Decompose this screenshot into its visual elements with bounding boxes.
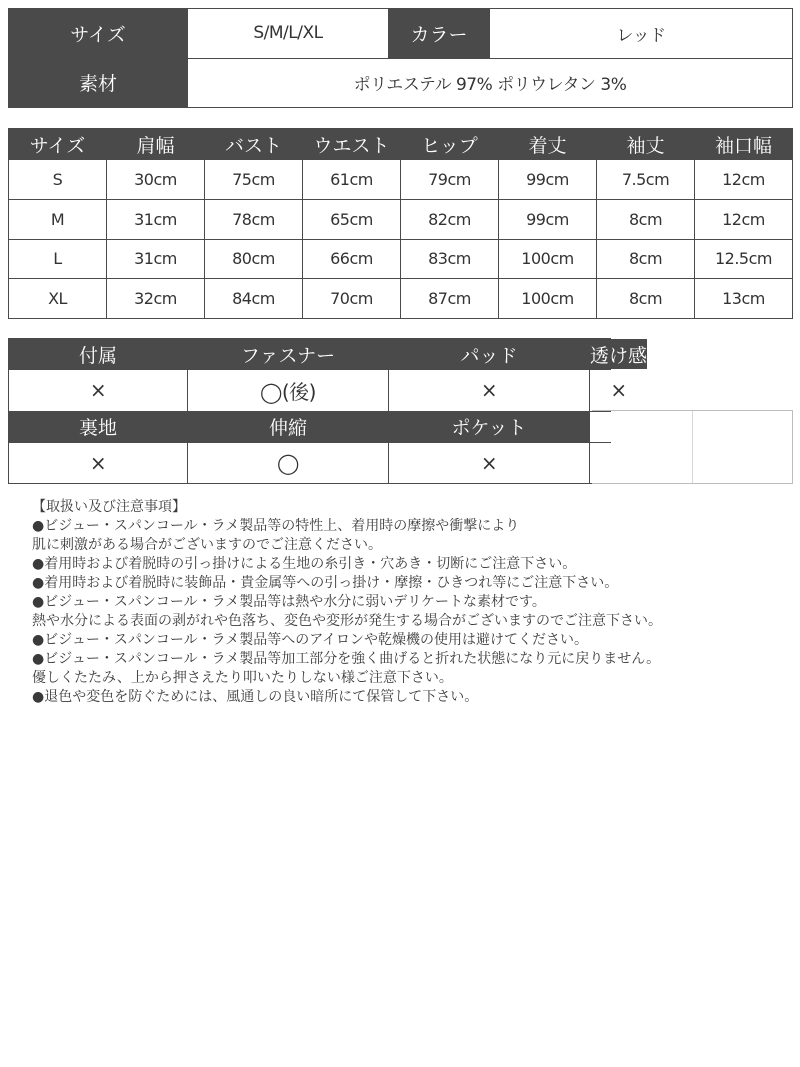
table-cell: 8cm (597, 240, 694, 279)
table-cell: 30cm (107, 160, 204, 199)
column-header: 着丈 (499, 129, 596, 159)
table-cell: 61cm (303, 160, 400, 199)
table-cell: 65cm (303, 200, 400, 239)
column-header: ウエスト (303, 129, 400, 159)
note-line: ●ビジュー・スパンコール・ラメ製品等の特性上、着用時の摩擦や衝撃により (32, 518, 520, 534)
table-cell: 7.5cm (597, 160, 694, 199)
table-cell: 78cm (205, 200, 302, 239)
table-cell: 99cm (499, 160, 596, 199)
feature-header: 裏地 (9, 412, 187, 442)
feature-value: ◯ (188, 443, 388, 484)
table-cell: 12cm (695, 160, 792, 199)
table-cell: 82cm (401, 200, 498, 239)
feature-table (8, 338, 648, 484)
table-cell: 83cm (401, 240, 498, 279)
feature-value: × (389, 370, 589, 411)
table-cell: 13cm (695, 279, 792, 318)
table-cell: 8cm (597, 279, 694, 318)
feature-value: × (389, 443, 589, 484)
table-cell: 75cm (205, 160, 302, 199)
table-cell: 31cm (107, 200, 204, 239)
table-cell: S (9, 160, 106, 199)
care-notes (32, 498, 792, 707)
note-line: ●着用時および着脱時の引っ掛けによる生地の糸引き・穴あき・切断にご注意下さい。 (32, 556, 577, 572)
feature-header: 伸縮 (188, 412, 388, 442)
spec-table (8, 8, 793, 108)
feature-value: × (9, 443, 187, 484)
color-label: カラー (389, 9, 489, 58)
note-line: 熱や水分による表面の剥がれや色落ち、変色や変形が発生する場合がございますのでご注意下さい。 (32, 613, 662, 629)
note-line: 肌に刺激がある場合がございますのでご注意ください。 (32, 537, 382, 553)
note-line: ●退色や変色を防ぐためには、風通しの良い暗所にて保管して下さい。 (32, 689, 479, 705)
material-value: ポリエステル 97% ポリウレタン 3% (188, 59, 792, 108)
table-cell: XL (9, 279, 106, 318)
table-cell: 70cm (303, 279, 400, 318)
column-header: サイズ (9, 129, 106, 159)
note-line: ●ビジュー・スパンコール・ラメ製品等は熱や水分に弱いデリケートな素材です。 (32, 594, 546, 610)
feature-header: パッド (389, 339, 589, 369)
feature-value: × (9, 370, 187, 411)
table-cell: 12cm (695, 200, 792, 239)
feature-header: 付属 (9, 339, 187, 369)
note-line: ●ビジュー・スパンコール・ラメ製品等加工部分を強く曲げると折れた状態になり元に戻りません。 (32, 651, 661, 667)
table-cell: M (9, 200, 106, 239)
table-cell: 100cm (499, 240, 596, 279)
size-label: サイズ (9, 9, 187, 58)
note-line: ●着用時および着脱時に装飾品・貴金属等への引っ掛け・摩擦・ひきつれ等にご注意下さい。 (32, 575, 619, 591)
size-value: S/M/L/XL (188, 9, 388, 58)
table-cell: 79cm (401, 160, 498, 199)
table-cell: 8cm (597, 200, 694, 239)
column-header: 肩幅 (107, 129, 204, 159)
table-cell: 32cm (107, 279, 204, 318)
feature-value: ◯(後) (188, 370, 388, 411)
table-cell: 66cm (303, 240, 400, 279)
note-line: ●ビジュー・スパンコール・ラメ製品等へのアイロンや乾燥機の使用は避けてください。 (32, 632, 588, 648)
feature-header: ポケット (389, 412, 589, 442)
material-label: 素材 (9, 59, 187, 108)
feature-header: 透け感 (590, 339, 647, 369)
column-header: 袖丈 (597, 129, 694, 159)
table-cell: 12.5cm (695, 240, 792, 279)
column-header: 袖口幅 (695, 129, 792, 159)
table-cell: 31cm (107, 240, 204, 279)
table-cell: 100cm (499, 279, 596, 318)
table-cell: 99cm (499, 200, 596, 239)
empty-frame (592, 410, 793, 484)
table-cell: L (9, 240, 106, 279)
feature-value: × (590, 370, 647, 411)
notes-title: 【取扱い及び注意事項】 (32, 499, 186, 515)
table-cell: 84cm (205, 279, 302, 318)
column-header: バスト (205, 129, 302, 159)
size-chart-table (8, 128, 793, 319)
color-value: レッド (490, 9, 792, 58)
column-header: ヒップ (401, 129, 498, 159)
feature-header: ファスナー (188, 339, 388, 369)
note-line: 優しくたたみ、上から押さえたり叩いたりしない様ご注意下さい。 (32, 670, 453, 686)
table-cell: 87cm (401, 279, 498, 318)
table-cell: 80cm (205, 240, 302, 279)
